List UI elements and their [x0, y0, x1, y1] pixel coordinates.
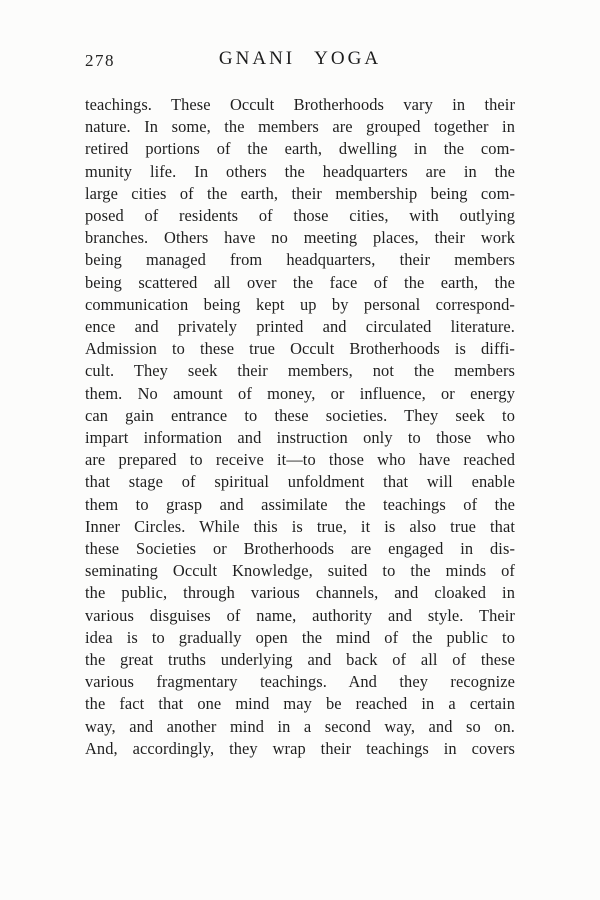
text-line: ence and privately printed and circulated literature. [85, 317, 515, 337]
text-line: being scattered all over the face of the earth, the [85, 272, 515, 292]
text-line: them. No amount of money, or influence, or energy [85, 383, 515, 403]
text-line: seminating Occult Knowledge, suited to the minds of [85, 561, 515, 581]
text-line: the public, through various channels, and cloaked in [85, 583, 515, 603]
running-header [85, 48, 515, 72]
text-line: various fragmentary teachings. And they recognize [85, 672, 515, 692]
text-line: idea is to gradually open the mind of the public to [85, 627, 515, 647]
text-line: them to grasp and assimilate the teachings of the [85, 494, 515, 514]
text-line: And, accordingly, they wrap their teachings in covers [85, 738, 515, 758]
text-line: the great truths underlying and back of all of these [85, 650, 515, 670]
page-number: 278 [85, 51, 115, 70]
text-line: nature. In some, the members are grouped together in [85, 117, 515, 137]
text-line: munity life. In others the headquarters are in the [85, 161, 515, 181]
text-line: retired portions of the earth, dwelling in the com- [85, 139, 515, 159]
text-line: communication being kept up by personal correspond- [85, 294, 515, 314]
text-line: posed of residents of those cities, with outlying [85, 206, 515, 226]
text-line: that stage of spiritual unfoldment that will enable [85, 472, 515, 492]
body-text [85, 94, 515, 760]
text-line: these Societies or Brotherhoods are engaged in dis- [85, 539, 515, 559]
text-line: Inner Circles. While this is true, it is also true that [85, 516, 515, 536]
text-line: teachings. These Occult Brotherhoods vary in their [85, 95, 515, 114]
text-line: large cities of the earth, their membership being com- [85, 183, 515, 203]
text-line: various disguises of name, authority and style. Their [85, 605, 515, 625]
text-line: are prepared to receive it—to those who have reached [85, 450, 515, 470]
page-title: GNANI YOGA [218, 48, 382, 69]
text-line: being managed from headquarters, their members [85, 250, 515, 270]
text-line: Admission to these true Occult Brotherhoods is diffi- [85, 339, 515, 359]
text-line: the fact that one mind may be reached in a certain [85, 694, 515, 714]
text-line: branches. Others have no meeting places, their work [85, 228, 515, 248]
text-line: way, and another mind in a second way, and so on. [85, 716, 515, 736]
text-line: can gain entrance to these societies. They seek to [85, 405, 515, 425]
text-line: cult. They seek their members, not the members [85, 361, 515, 381]
text-line: impart information and instruction only to those who [85, 428, 515, 448]
